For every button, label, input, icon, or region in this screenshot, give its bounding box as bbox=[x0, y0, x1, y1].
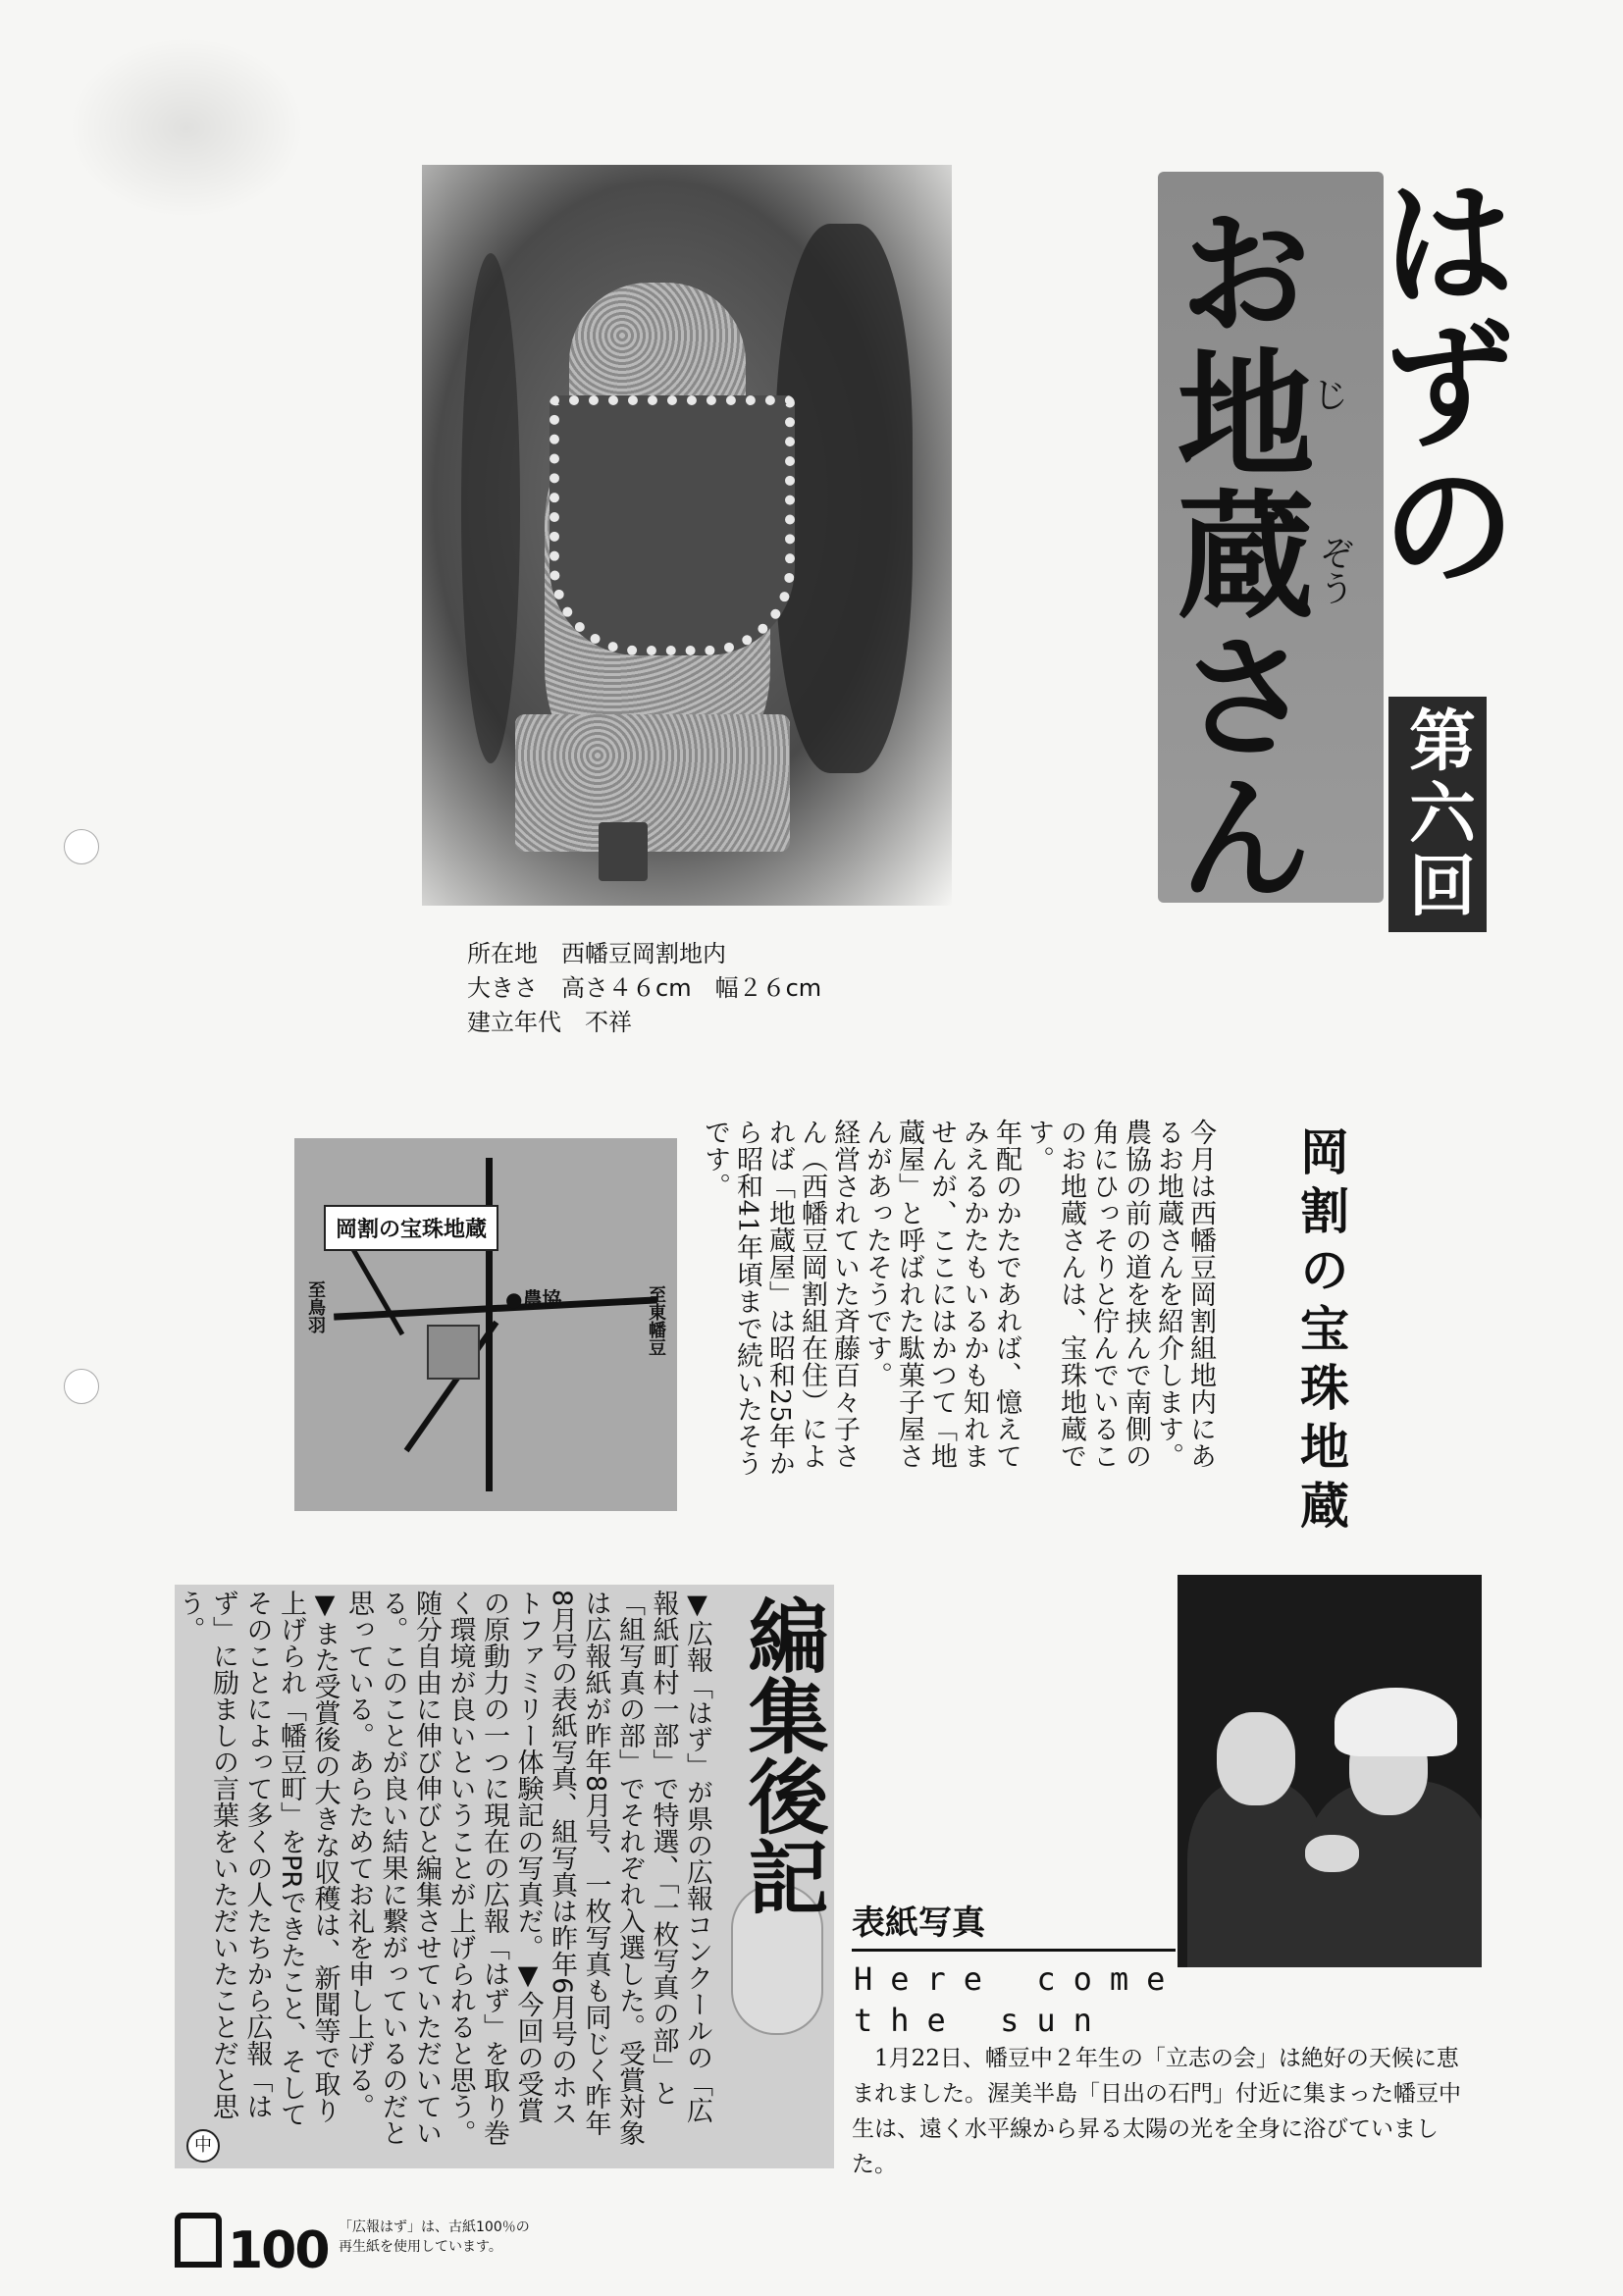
student-hand bbox=[1305, 1835, 1359, 1872]
student-left-jacket bbox=[1187, 1781, 1325, 1967]
editor-signature: 中 bbox=[186, 2129, 220, 2163]
ruby-zou: ぞう bbox=[1314, 535, 1354, 605]
cover-underline bbox=[852, 1949, 1176, 1952]
jizo-bib bbox=[550, 395, 795, 655]
info-size: 大きさ 高さ４６cm 幅２６cm bbox=[467, 974, 822, 1002]
knit-hat bbox=[1335, 1688, 1457, 1756]
info-location: 所在地 西幡豆岡割地内 bbox=[467, 940, 726, 967]
recycle-logo-number: 100 bbox=[228, 2221, 329, 2280]
jizo-info bbox=[467, 937, 821, 1040]
punch-hole-bottom bbox=[64, 1369, 99, 1404]
jizo-photo bbox=[422, 165, 952, 906]
recycle-logo bbox=[175, 2213, 329, 2280]
show-through-shadow bbox=[59, 29, 314, 226]
info-year: 建立年代 不祥 bbox=[467, 1009, 632, 1036]
ruby-ji: じ bbox=[1313, 376, 1349, 416]
recycle-note bbox=[339, 2218, 530, 2257]
cover-heading: 表紙写真 bbox=[852, 1904, 985, 1943]
plant-shadow-left bbox=[461, 253, 520, 763]
map-to-toba: 至鳥羽 bbox=[305, 1280, 326, 1333]
installment-badge: 第六回 bbox=[1388, 697, 1487, 932]
article-body: 今月は西幡豆岡割組地内にあるお地蔵さんを紹介します。 農協の前の道を挟んで南側の角にひっそりと佇んでいるこのお地蔵さんは、宝珠地蔵です。 年配のかたであれば、憶えてみえるかたもいるかも知れませんが、ここにはかつて「地蔵屋」と呼ばれた駄菓子屋さんがあったそうです。 経営されていた斉藤百々子さん（西幡豆岡割組在住）によれば「地蔵屋」は昭和25年から昭和41年頃まで続いたそうです。 bbox=[700, 1119, 1216, 1478]
location-map bbox=[294, 1138, 677, 1511]
editor-note-title: 編集後記 bbox=[735, 1594, 829, 1916]
student-left-face bbox=[1217, 1712, 1295, 1805]
cover-caption: 1月22日、幡豆中２年生の「立志の会」は絶好の天候に恵まれました。渥美半島「日出の石門」付近に集まった幡豆中生は、遠く水平線から昇る太陽の光を全身に浴びていました。 bbox=[852, 2046, 1461, 2177]
recycle-r-icon bbox=[175, 2213, 222, 2268]
title-line1: はずの bbox=[1357, 172, 1518, 596]
punch-hole-top bbox=[64, 829, 99, 864]
recycle-note-line1: 「広報はず」は、古紙100％の bbox=[339, 2219, 530, 2235]
article-title: 岡割の宝珠地蔵 bbox=[1292, 1126, 1350, 1539]
plant-shadow bbox=[775, 224, 913, 773]
editor-note-body: ▼広報「はず」が県の広報コンクールの「広報紙町村一部」で特選、「一枚写真の部」と「組写真の部」でそれぞれ入選した。受賞対象は広報紙が昨年8月号、一枚写真も同じく昨年8月号の表紙写真、組写真は昨年6月号のホストファミリー体験記の写真だ。▼今回の受賞の原動力の一つに現在の広報「はず」を取り巻く環境が良いということが上げられると思う。随分自由に伸び伸びと編集させていただいている。このことが良い結果に繋がっているのだと思っている。あらためてお礼を申し上げる。▼また受賞後の大きな収穫は、新聞等で取り上げられ「幡豆町」をPRできたこと、そしてそのことによって多くの人たちから広報「はず」に励ましの言葉をいただいたことだと思う。 bbox=[174, 1590, 712, 2146]
map-jizo-marker bbox=[427, 1325, 480, 1380]
cover-english-line2: the sun bbox=[854, 2002, 1110, 2039]
map-jizo-label: 岡割の宝珠地蔵 bbox=[324, 1205, 498, 1251]
recycle-note-line2: 再生紙を使用しています。 bbox=[339, 2239, 502, 2255]
offering-cup bbox=[599, 822, 648, 881]
cover-photo bbox=[1178, 1575, 1482, 1967]
title-line2: お地蔵さん bbox=[1154, 201, 1315, 908]
map-to-higashihazu: 至東幡豆 bbox=[646, 1285, 666, 1356]
jizo-base bbox=[515, 714, 790, 852]
cover-english-line1: Here come bbox=[854, 1960, 1183, 1998]
map-nokyo: ●農協 bbox=[505, 1287, 562, 1311]
